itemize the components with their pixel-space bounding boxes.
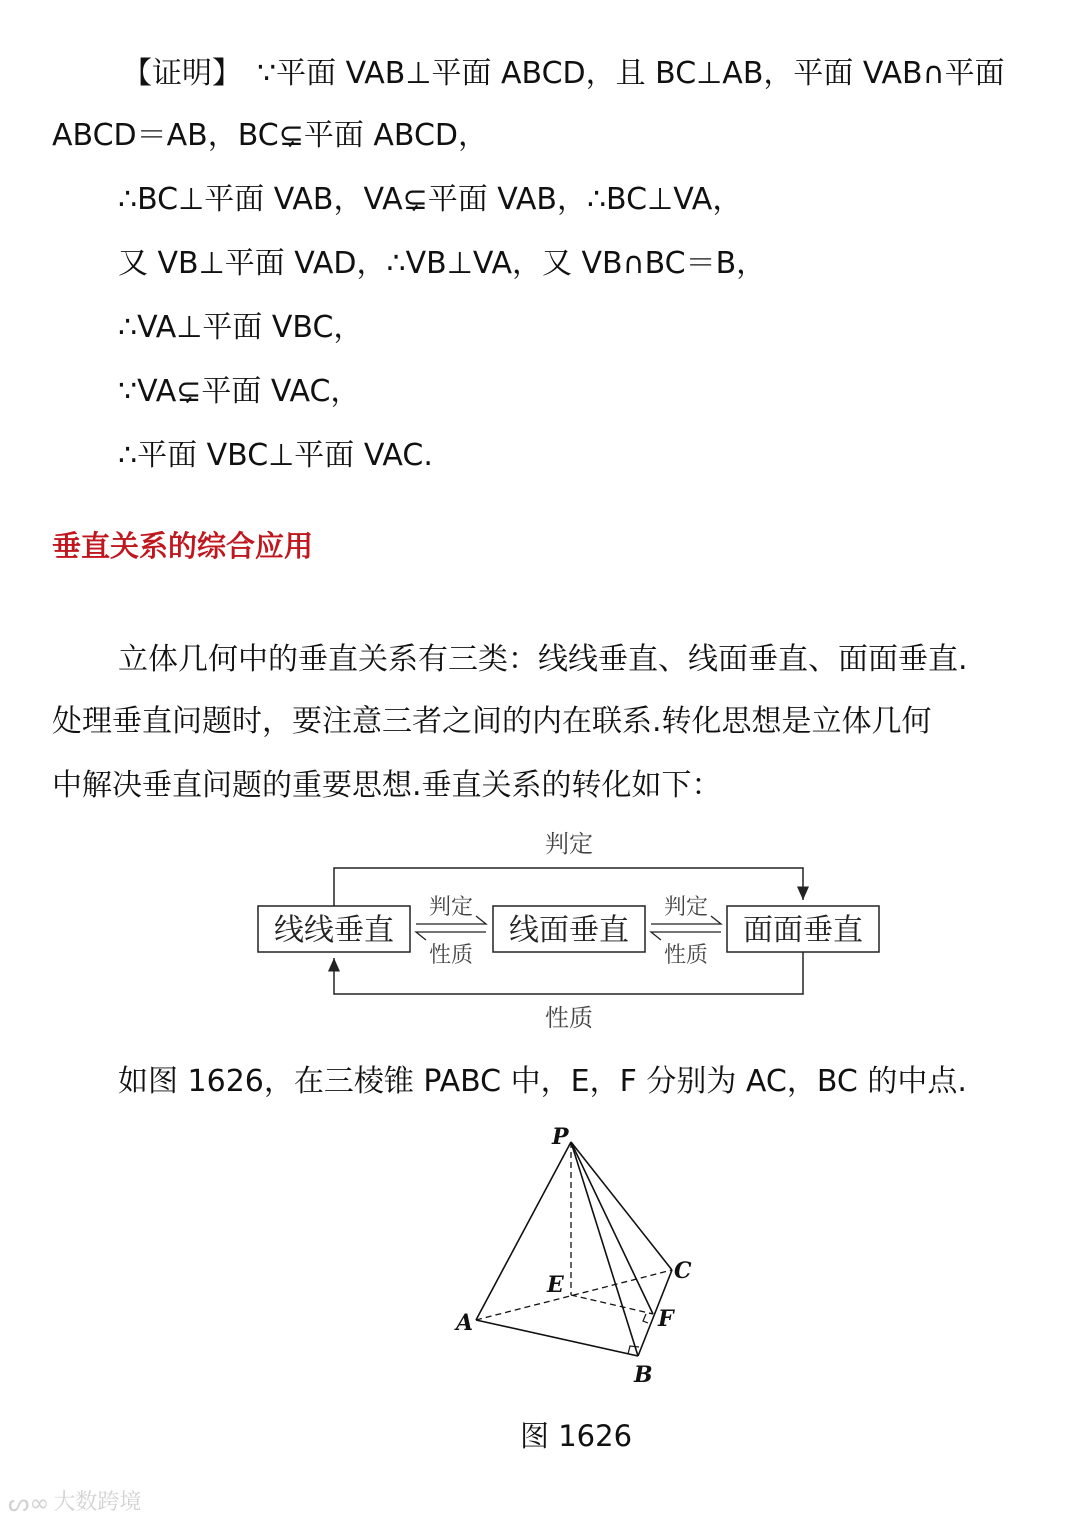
edge-pc	[571, 1142, 672, 1270]
vertex-label-c: C	[674, 1258, 692, 1284]
proof-line-7: ∴平面 VBC⊥平面 VAC.	[118, 438, 433, 473]
proof-line-5: ∴VA⊥平面 VBC，	[118, 310, 364, 345]
vertex-label-f: F	[658, 1306, 674, 1332]
section-title: 垂直关系的综合应用	[52, 529, 314, 563]
proof-line-4: 又 VB⊥平面 VAD，∴VB⊥VA，又 VB∩BC＝B，	[118, 246, 767, 281]
edge-ab	[476, 1320, 638, 1356]
bottom-long-arrow-label: 性质	[545, 1004, 593, 1032]
top-long-arrow	[334, 868, 803, 906]
harpoon-left-1	[416, 932, 486, 940]
proof-line-2: ABCD＝AB，BC⊊平面 ABCD，	[52, 118, 489, 153]
figure-caption: 图 1626	[520, 1419, 633, 1453]
intro-line-2: 处理垂直问题时，要注意三者之间的内在联系.转化思想是立体几何	[52, 704, 932, 739]
intro-line-3: 中解决垂直问题的重要思想.垂直关系的转化如下：	[52, 768, 722, 803]
proof-line-1: 【证明】 ∵平面 VAB⊥平面 ABCD，且 BC⊥AB，平面 VAB∩平面	[122, 56, 1005, 91]
bottom-long-arrow	[334, 952, 803, 994]
box-plane-plane-label: 面面垂直	[743, 913, 863, 948]
edge-pf	[571, 1142, 653, 1314]
vertex-label-p: P	[552, 1124, 569, 1150]
harpoon-2-top-label: 判定	[663, 895, 709, 920]
edge-pb	[571, 1142, 638, 1356]
pyramid-figure	[440, 1118, 710, 1393]
vertex-label-e: E	[547, 1272, 564, 1298]
vertex-label-a: A	[456, 1310, 474, 1336]
edge-ef-hidden	[571, 1295, 653, 1314]
vertex-label-b: B	[634, 1362, 653, 1388]
right-angle-mark-f	[643, 1314, 648, 1323]
harpoon-1-top-label: 判定	[428, 895, 474, 920]
watermark-logo-icon: ᔕ∞	[8, 1489, 50, 1517]
proof-line-6: ∵VA⊊平面 VAC，	[118, 374, 361, 409]
edge-ac-hidden	[476, 1270, 672, 1320]
harpoon-left-2	[651, 932, 721, 940]
problem-statement: 如图 1626，在三棱锥 PABC 中，E，F 分别为 AC，BC 的中点.	[118, 1064, 967, 1099]
harpoon-2-bottom-label: 性质	[663, 943, 709, 968]
watermark-text: 大数跨境	[53, 1490, 142, 1515]
proof-line-3: ∴BC⊥平面 VAB，VA⊊平面 VAB，∴BC⊥VA，	[118, 182, 743, 217]
top-long-arrow-label: 判定	[545, 830, 593, 858]
watermark	[8, 1488, 141, 1518]
intro-line-1: 立体几何中的垂直关系有三类：线线垂直、线面垂直、面面垂直.	[118, 642, 968, 677]
box-line-line-label: 线线垂直	[274, 913, 394, 948]
box-line-plane-label: 线面垂直	[509, 913, 629, 948]
harpoon-1-bottom-label: 性质	[428, 943, 474, 968]
perpendicular-transform-diagram	[250, 818, 890, 1038]
